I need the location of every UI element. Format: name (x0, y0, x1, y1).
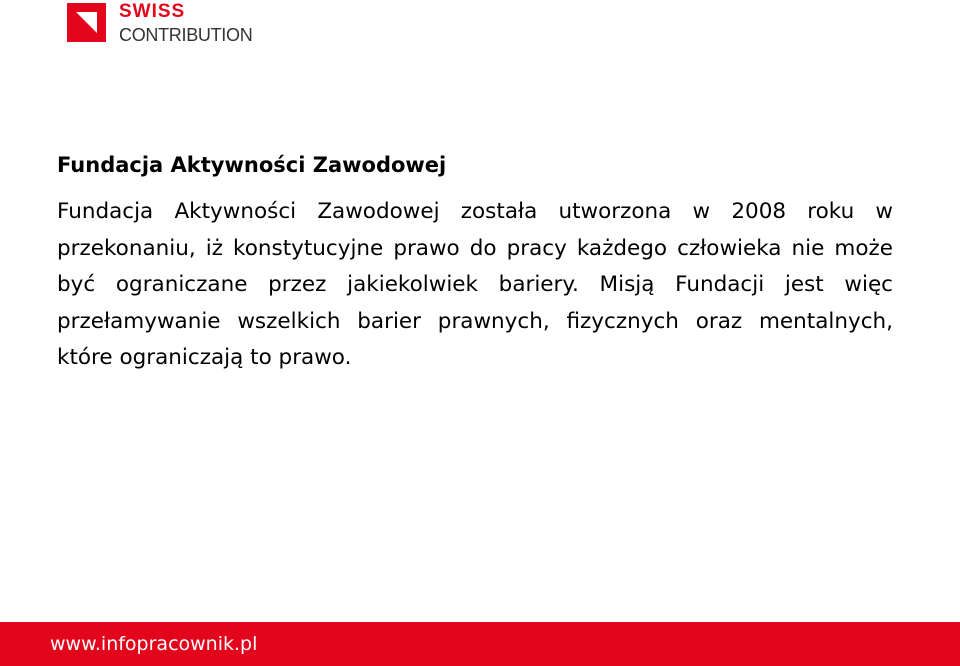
logo-line-contribution: CONTRIBUTION (119, 25, 253, 45)
swiss-contribution-logo-icon (67, 3, 106, 42)
logo-text (119, 3, 252, 44)
body-paragraph: Fundacja Aktywności Zawodowej została utworzona w 2008 roku w przekonaniu, iż konstytucyjne prawo do pracy każdego człowieka nie może być ograniczane przez jakiekolwiek bariery. Misją Fundacji jest więc przełamywanie wszelkich barier prawnych, fizycznych oraz mentalnych, które ograniczają to prawo. (57, 199, 893, 370)
footer-bar (0, 622, 960, 666)
swiss-contribution-logo (67, 3, 252, 43)
main-content (57, 150, 893, 377)
page-title: Fundacja Aktywności Zawodowej (57, 153, 447, 177)
footer-url: www.infopracownik.pl (50, 633, 258, 655)
logo-line-swiss: SWISS (119, 1, 186, 22)
